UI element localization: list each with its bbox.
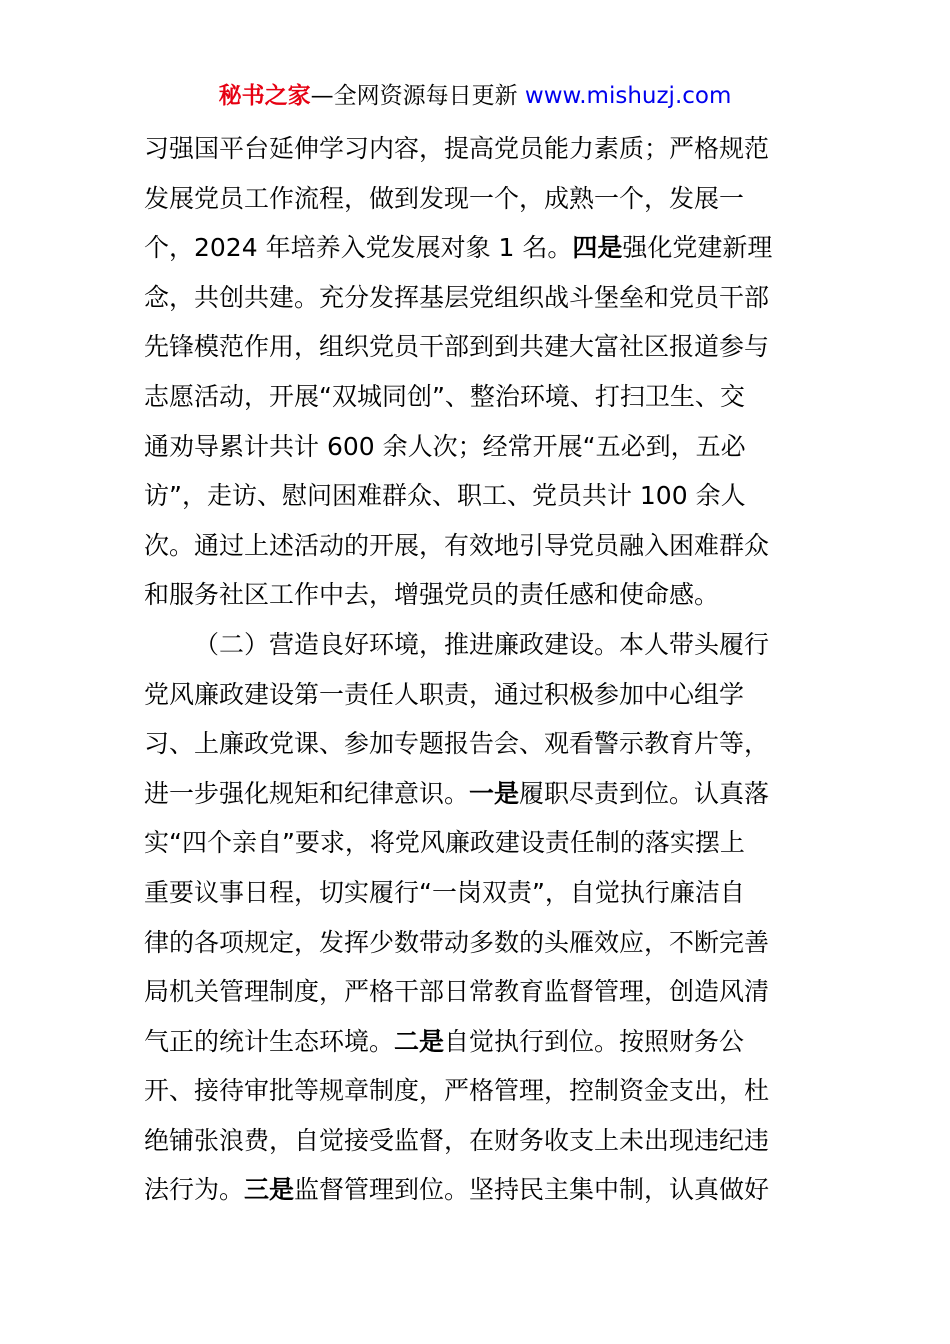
- text-segment: 和服务社区工作中去，增强党员的责任感和使命感。: [144, 580, 720, 610]
- text-segment: 先锋模范作用，组织党员干部到到共建大富社区报道参与: [144, 332, 770, 362]
- text-line: [144, 372, 814, 422]
- text-segment: 次。通过上述活动的开展，有效地引导党员融入困难群众: [144, 530, 770, 560]
- text-segment: 法行为。: [144, 1175, 245, 1205]
- text-line: [144, 273, 814, 323]
- text-line: [144, 322, 814, 372]
- text-segment: 自觉执行到位。按照财务公: [444, 1026, 745, 1056]
- text-line: [144, 124, 814, 174]
- text-line: [144, 967, 814, 1017]
- text-segment: 党风廉政建设第一责任人职责，通过积极参加中心组学: [144, 679, 745, 709]
- document-body: [144, 124, 814, 1215]
- text-line: [144, 422, 814, 472]
- text-segment: 访”，走访、慰问困难群众、职工、党员共计 100 余人: [144, 481, 746, 511]
- text-line: [144, 918, 814, 968]
- text-line: [144, 1165, 814, 1215]
- text-segment: 个，2024 年培养入党发展对象 1 名。: [144, 233, 573, 263]
- text-line: [144, 1066, 814, 1116]
- text-segment: 监督管理到位。坚持民主集中制，认真做好: [294, 1175, 770, 1205]
- bold-keyword: 四是: [572, 233, 623, 263]
- text-line: [144, 521, 814, 571]
- text-line: [144, 670, 814, 720]
- text-line: [144, 174, 814, 224]
- text-line: [144, 719, 814, 769]
- site-tagline: —全网资源每日更新: [310, 83, 525, 109]
- text-segment: 履职尽责到位。认真落: [519, 778, 770, 808]
- text-segment: 实“四个亲自”要求，将党风廉政建设责任制的落实摆上: [144, 828, 745, 858]
- text-segment: 志愿活动，开展“双城同创”、整治环境、打扫卫生、交: [144, 381, 745, 411]
- text-line: [144, 570, 814, 620]
- site-header: [0, 80, 950, 112]
- text-line: [144, 1116, 814, 1166]
- text-segment: 重要议事日程，切实履行“一岗双责”，自觉执行廉洁自: [144, 877, 745, 907]
- text-segment: 发展党员工作流程，做到发现一个，成熟一个，发展一: [144, 183, 745, 213]
- text-line: [144, 868, 814, 918]
- text-segment: 绝铺张浪费，自觉接受监督，在财务收支上未出现违纪违: [144, 1125, 770, 1155]
- bold-keyword: 三是: [244, 1175, 295, 1205]
- text-line: [144, 471, 814, 521]
- text-segment: 律的各项规定，发挥少数带动多数的头雁效应，不断完善: [144, 927, 770, 957]
- bold-keyword: 二是: [394, 1026, 445, 1056]
- text-segment: 通劝导累计共计 600 余人次；经常开展“五必到，五必: [144, 431, 746, 461]
- text-segment: 习强国平台延伸学习内容，提高党员能力素质；严格规范: [144, 134, 770, 163]
- text-segment: 开、接待审批等规章制度，严格管理，控制资金支出，杜: [144, 1076, 770, 1106]
- text-segment: 气正的统计生态环境。: [144, 1026, 395, 1056]
- site-brand: 秘书之家: [218, 83, 311, 109]
- text-segment: 习、上廉政党课、参加专题报告会、观看警示教育片等，: [144, 729, 770, 759]
- text-segment: 进一步强化规矩和纪律意识。: [144, 778, 470, 808]
- text-line: [144, 1017, 814, 1067]
- text-line: [144, 818, 814, 868]
- text-segment: 局机关管理制度，严格干部日常教育监督管理，创造风清: [144, 977, 770, 1007]
- text-segment: 念，共创共建。充分发挥基层党组织战斗堡垒和党员干部: [144, 282, 770, 312]
- text-segment: 强化党建新理: [622, 233, 773, 263]
- text-segment: （二）营造良好环境，推进廉政建设。本人带头履行: [194, 629, 770, 659]
- text-line: [144, 223, 814, 273]
- text-line: [144, 769, 814, 819]
- site-url-link[interactable]: www.mishuzj.com: [524, 83, 732, 109]
- bold-keyword: 一是: [469, 778, 520, 808]
- text-line: [144, 620, 814, 670]
